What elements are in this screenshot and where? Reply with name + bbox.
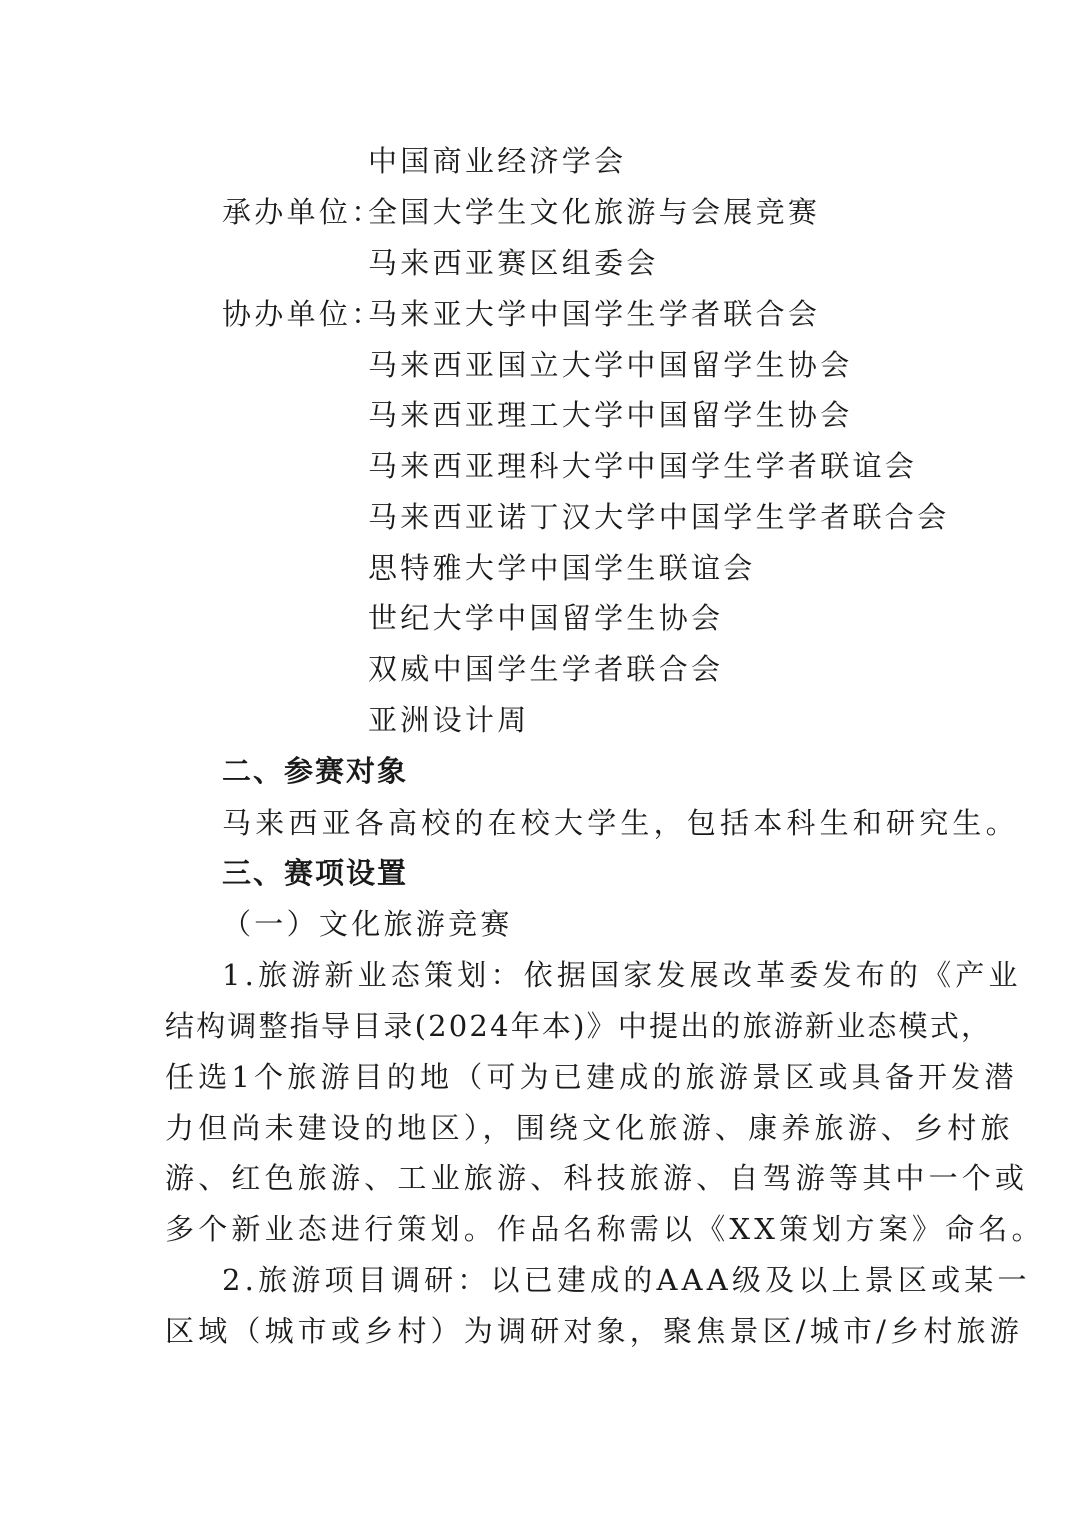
section-heading: 二、参赛对象 [222,754,409,788]
co-organizer-line: 世纪大学中国留学生协会 [368,601,724,635]
co-organizer-label: 协办单位： [222,297,384,331]
co-organizer-line: 亚洲设计周 [368,703,530,737]
paragraph-line: 马来西亚各高校的在校大学生，包括本科生和研究生。 [222,806,1019,840]
paragraph-line: 2.旅游项目调研：以已建成的AAA级及以上景区或某一 [222,1263,1031,1297]
subsection-heading: （一）文化旅游竞赛 [222,907,513,941]
co-organizer-line: 马来西亚国立大学中国留学生协会 [368,348,853,382]
co-organizer-line: 思特雅大学中国学生联谊会 [368,551,756,585]
paragraph-line: 结构调整指导目录(2024年本)》中提出的旅游新业态模式， [165,1009,993,1043]
paragraph-line: 任选1个旅游目的地（可为已建成的旅游景区或具备开发潜 [165,1060,1018,1094]
host-label: 承办单位： [222,195,384,229]
co-organizer-line: 马来西亚诺丁汉大学中国学生学者联合会 [368,500,950,534]
paragraph-line: 多个新业态进行策划。作品名称需以《XX策划方案》命名。 [165,1212,1045,1246]
co-organizer-line: 马来西亚理科大学中国学生学者联谊会 [368,449,918,483]
host-line: 马来西亚赛区组委会 [368,246,659,280]
organizer-line: 中国商业经济学会 [368,144,627,178]
paragraph-line: 区域（城市或乡村）为调研对象，聚焦景区/城市/乡村旅游 [165,1314,1023,1348]
co-organizer-line: 马来亚大学中国学生学者联合会 [368,297,821,331]
co-organizer-line: 马来西亚理工大学中国留学生协会 [368,398,853,432]
section-heading: 三、赛项设置 [222,856,409,890]
paragraph-line: 游、红色旅游、工业旅游、科技旅游、自驾游等其中一个或 [165,1161,1029,1195]
host-line: 全国大学生文化旅游与会展竞赛 [368,195,821,229]
paragraph-line: 力但尚未建设的地区），围绕文化旅游、康养旅游、乡村旅 [165,1111,1014,1145]
co-organizer-line: 双威中国学生学者联合会 [368,652,724,686]
paragraph-line: 1.旅游新业态策划：依据国家发展改革委发布的《产业 [222,958,1022,992]
